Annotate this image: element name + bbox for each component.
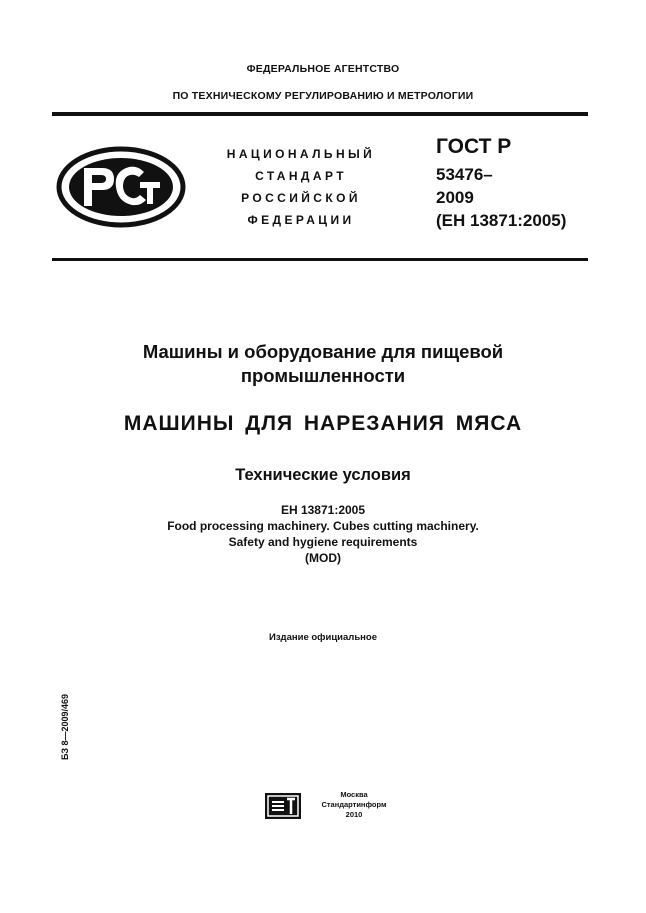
- en-standard-code: ЕН 13871:2005: [280, 503, 366, 517]
- side-registration-code: БЗ 8—2009/469: [60, 693, 70, 760]
- document-main-title: МАШИНЫ ДЛЯ НАРЕЗАНИЯ МЯСА: [123, 412, 523, 435]
- standartinform-logo-icon: [264, 790, 302, 820]
- en-standard-title-line2: Safety and hygiene requirements: [228, 535, 418, 549]
- publisher-name: Стандартинформ: [321, 800, 387, 809]
- middle-divider: [52, 258, 588, 261]
- category-title-line2: промышленности: [240, 365, 406, 386]
- document-subtitle: Технические условия: [235, 466, 411, 484]
- publisher-city: Москва: [340, 790, 368, 799]
- publisher-year: 2010: [345, 810, 363, 819]
- document-category-title: [0, 340, 646, 388]
- top-divider: [52, 112, 588, 116]
- national-standard-line: ФЕДЕРАЦИИ: [247, 213, 355, 227]
- category-title-line1: Машины и оборудование для пищевой: [142, 341, 504, 362]
- national-standard-label: [208, 143, 394, 231]
- agency-name-line2: ПО ТЕХНИЧЕСКОМУ РЕГУЛИРОВАНИЮ И МЕТРОЛОГИИ: [172, 90, 474, 102]
- en-standard-title-line1: Food processing machinery. Cubes cutting machinery.: [167, 519, 479, 533]
- gost-en-reference: (ЕН 13871:2005): [436, 211, 567, 230]
- gost-r-logo-icon: [56, 146, 186, 228]
- gost-title: ГОСТ Р: [436, 135, 512, 158]
- gost-designation: [436, 136, 566, 232]
- agency-name-line1: ФЕДЕРАЛЬНОЕ АГЕНТСТВО: [246, 63, 400, 75]
- publisher-block: [306, 790, 402, 820]
- en-standard-mod: (MOD): [305, 551, 341, 565]
- en-standard-block: [0, 502, 646, 566]
- gost-year: 2009: [436, 188, 474, 207]
- national-standard-line: РОССИЙСКОЙ: [241, 191, 361, 205]
- gost-number: 53476–: [436, 165, 493, 184]
- national-standard-line: СТАНДАРТ: [255, 169, 347, 183]
- national-standard-line: НАЦИОНАЛЬНЫЙ: [226, 147, 376, 161]
- official-edition-label: Издание официальное: [269, 632, 377, 643]
